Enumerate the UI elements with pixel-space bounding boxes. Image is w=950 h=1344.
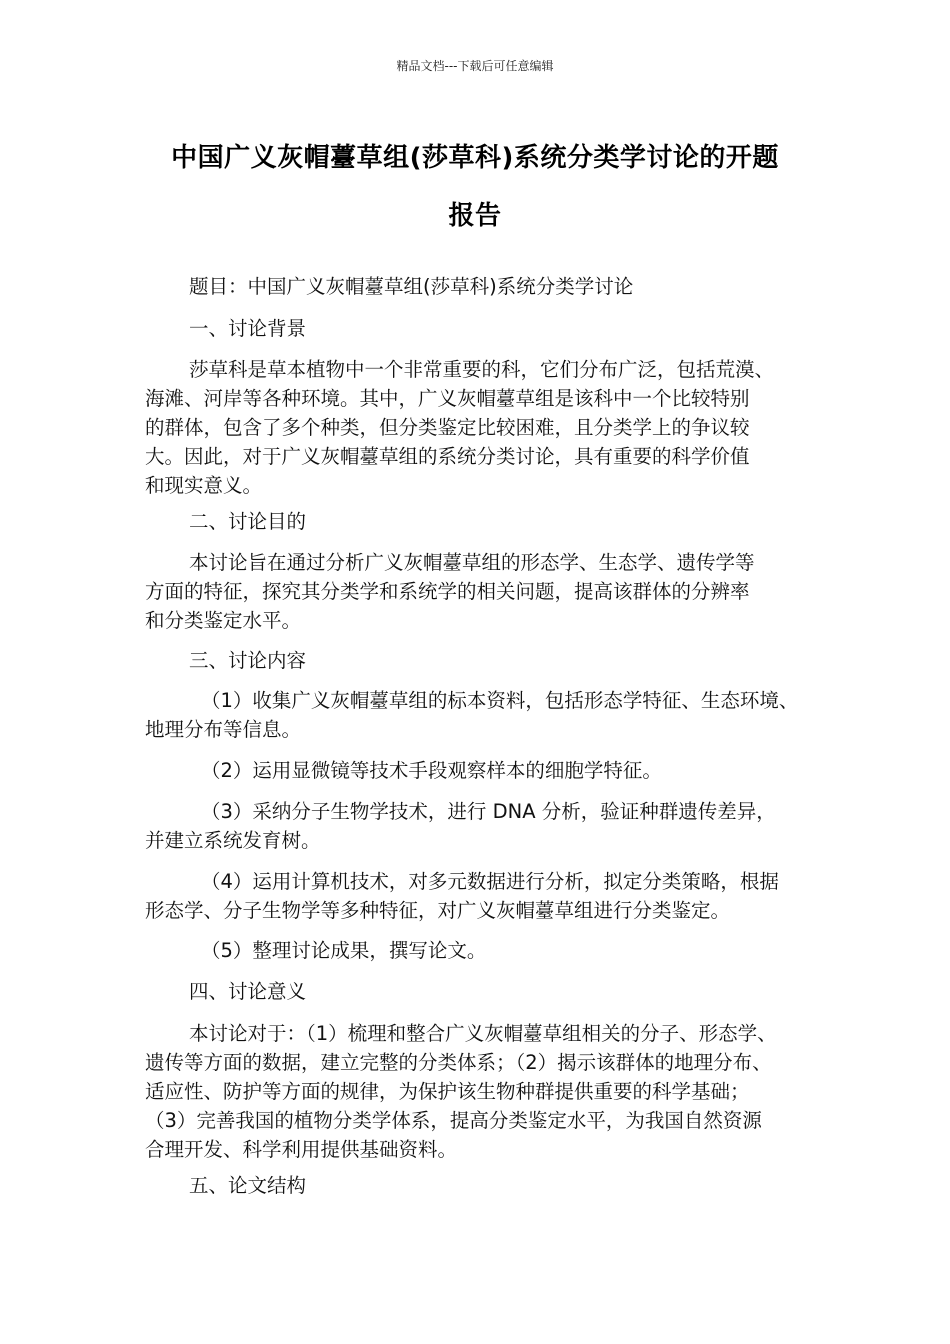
- heading-text: 一、讨论背景: [189, 317, 307, 340]
- list-item-line: （2）运用显微镜等技术手段观察样本的细胞学特征。: [201, 759, 662, 782]
- document-title-line-2: 报告: [448, 201, 502, 231]
- paragraph-line: 合理开发、科学利用提供基础资料。: [145, 1138, 458, 1161]
- section-2-heading: [145, 507, 815, 536]
- paragraph-line: 大。因此，对于广义灰帽薹草组的系统分类讨论，具有重要的科学价值: [145, 445, 750, 468]
- list-item-line: （3）采纳分子生物学技术，进行 DNA 分析，验证种群遗传差异，: [201, 800, 776, 823]
- paragraph-line: 方面的特征，探究其分类学和系统学的相关问题，提高该群体的分辨率: [145, 580, 750, 603]
- page-header: 精品文档---下载后可任意编辑: [396, 59, 554, 73]
- section-3-heading: [145, 646, 815, 675]
- section-2-paragraph: [145, 548, 815, 635]
- list-item-line: 地理分布等信息。: [145, 718, 302, 741]
- paragraph-line: 的群体，包含了多个种类，但分类鉴定比较困难，且分类学上的争议较: [145, 416, 750, 439]
- section-3-item-3: [145, 797, 815, 855]
- list-item-line: （4）运用计算机技术，对多元数据进行分析，拟定分类策略，根据: [201, 870, 779, 893]
- paragraph-line: 和分类鉴定水平。: [145, 609, 302, 632]
- paragraph-line: 适应性、防护等方面的规律，为保护该生物种群提供重要的科学基础；: [145, 1080, 750, 1103]
- paragraph-line: 海滩、河岸等各种环境。其中，广义灰帽薹草组是该科中一个比较特别: [145, 387, 750, 410]
- section-1-heading: [145, 314, 815, 343]
- heading-text: 二、讨论目的: [189, 510, 307, 533]
- list-item-line: 并建立系统发育树。: [145, 829, 321, 852]
- section-1-paragraph: [145, 355, 815, 500]
- paragraph-line: （3）完善我国的植物分类学体系，提高分类鉴定水平，为我国自然资源: [145, 1109, 762, 1132]
- heading-text: 五、论文结构: [189, 1174, 307, 1197]
- section-5-heading: [145, 1171, 815, 1200]
- paragraph-line: 遗传等方面的数据，建立完整的分类体系；（2）揭示该群体的地理分布、: [145, 1051, 772, 1074]
- section-4-paragraph: [145, 1019, 815, 1164]
- document-title-line-1: 中国广义灰帽薹草组(莎草科)系统分类学讨论的开题: [171, 143, 779, 173]
- list-item-line: （1）收集广义灰帽薹草组的标本资料，包括形态学特征、生态环境、: [201, 689, 799, 712]
- heading-text: 三、讨论内容: [189, 649, 307, 672]
- list-item-line: 形态学、分子生物学等多种特征，对广义灰帽薹草组进行分类鉴定。: [145, 899, 731, 922]
- paragraph-line: 和现实意义。: [145, 474, 263, 497]
- section-3-item-1: [145, 686, 815, 744]
- topic-text: 题目：中国广义灰帽薹草组(莎草科)系统分类学讨论: [189, 275, 634, 298]
- paragraph-line: 本讨论对于：（1）梳理和整合广义灰帽薹草组相关的分子、形态学、: [189, 1022, 777, 1045]
- list-item-line: （5）整理讨论成果，撰写论文。: [201, 939, 487, 962]
- paragraph-line: 莎草科是草本植物中一个非常重要的科，它们分布广泛，包括荒漠、: [189, 358, 775, 381]
- heading-text: 四、讨论意义: [189, 980, 307, 1003]
- paragraph-line: 本讨论旨在通过分析广义灰帽薹草组的形态学、生态学、遗传学等: [189, 551, 755, 574]
- section-3-item-2: [145, 756, 815, 785]
- section-3-item-5: [145, 936, 815, 965]
- section-3-item-4: [145, 867, 815, 925]
- topic-line: [145, 272, 815, 301]
- section-4-heading: [145, 977, 815, 1006]
